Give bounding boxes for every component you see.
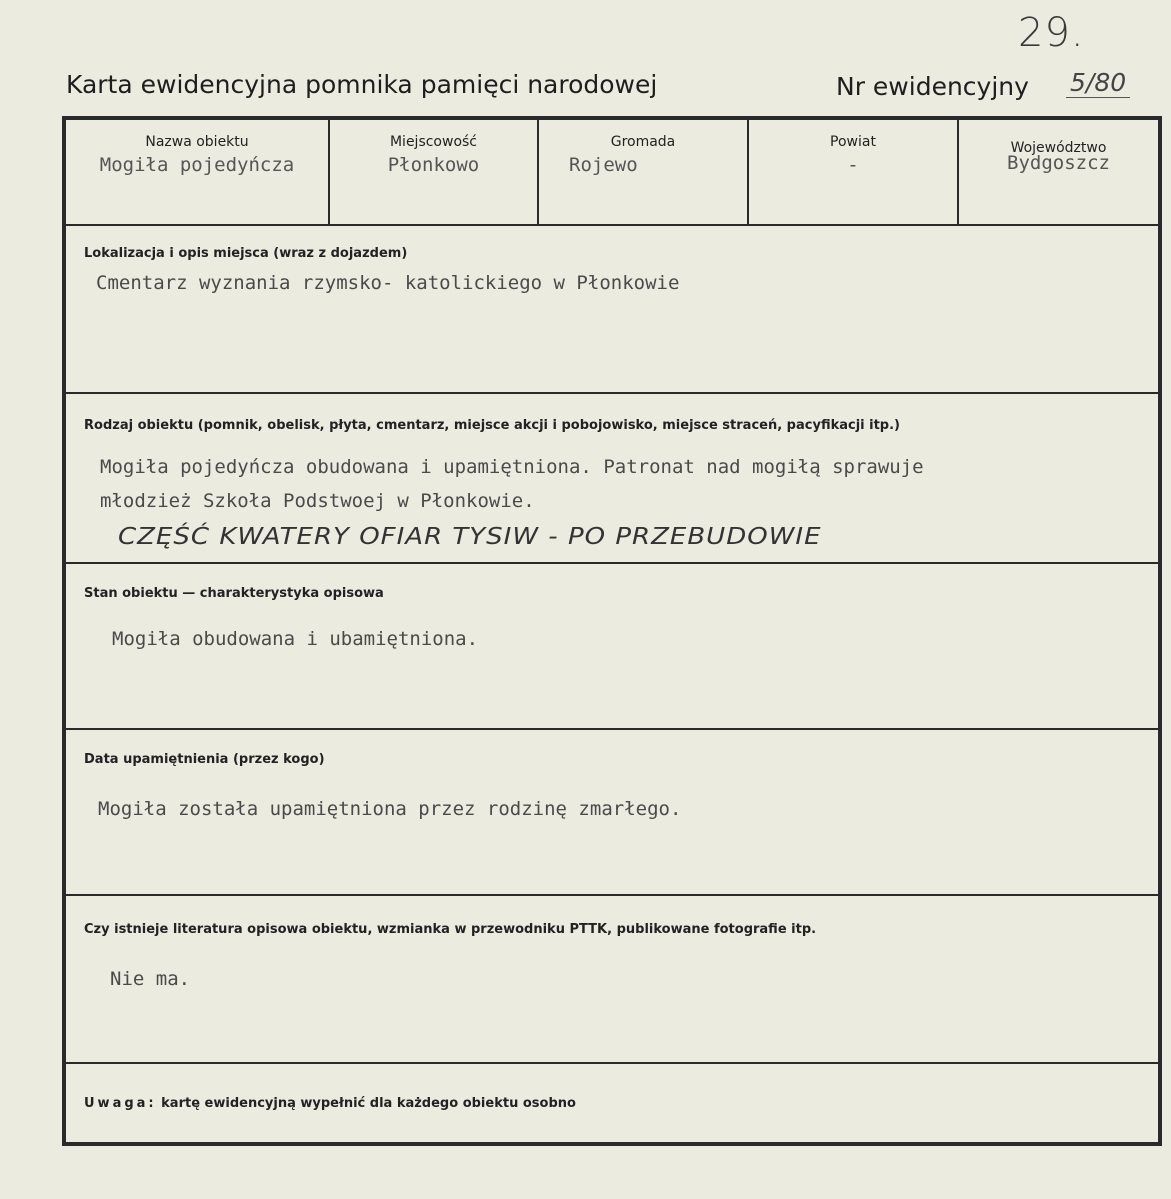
handwritten-note: CZĘŚĆ KWATERY OFIAR TYSIW - PO PRZEBUDOWIE: [118, 523, 822, 551]
location-label: Lokalizacja i opis miejsca (wraz z dojazdem): [84, 246, 408, 261]
card-title: Karta ewidencyjna pomnika pamięci narodowej: [66, 70, 658, 99]
note-section: [66, 1064, 1158, 1146]
location-text: Cmentarz wyznania rzymsko- katolickiego w Płonkowie: [96, 272, 680, 294]
record-card: [62, 116, 1162, 1146]
object-type-line-2: młodzież Szkoła Podstwoej w Płonkowie.: [100, 490, 535, 512]
object-type-line-1: Mogiła pojedyńcza obudowana i upamiętniona. Patronat nad mogiłą sprawuje: [100, 456, 924, 478]
condition-section: [66, 564, 1158, 730]
commemoration-date-label: Data upamiętnienia (przez kogo): [84, 752, 325, 767]
registry-number-label: Nr ewidencyjny: [836, 72, 1029, 101]
district-value: -: [847, 154, 859, 176]
commune-label: Gromada: [610, 134, 676, 150]
voivodeship-cell: [959, 120, 1158, 224]
condition-label: Stan obiektu — charakterystyka opisowa: [84, 586, 384, 601]
locality-value: Płonkowo: [387, 154, 480, 176]
literature-section: [66, 896, 1158, 1064]
note-prefix: Uwaga:: [84, 1096, 157, 1111]
condition-text: Mogiła obudowana i ubamiętniona.: [112, 628, 479, 650]
commemoration-date-text: Mogiła została upamiętniona przez rodzinę zmarłego.: [98, 798, 682, 820]
object-name-value: Mogiła pojedyńcza: [99, 154, 295, 176]
object-name-label: Nazwa obiektu: [145, 134, 249, 150]
card-header: [66, 66, 1166, 110]
page-number: 29.: [1018, 10, 1085, 56]
literature-text: Nie ma.: [110, 968, 191, 990]
locality-cell: [330, 120, 539, 224]
voivodeship-value: Bydgoszcz: [1007, 152, 1110, 174]
literature-label: Czy istnieje literatura opisowa obiektu, wzmianka w przewodniku PTTK, publikowane fotografie itp.: [84, 922, 817, 937]
location-section: [66, 224, 1158, 394]
top-fields-row: [66, 120, 1158, 226]
note-text: kartę ewidencyjną wypełnić dla każdego obiektu osobno: [161, 1096, 576, 1111]
commemoration-date-section: [66, 730, 1158, 896]
note-label: [84, 1096, 576, 1111]
district-cell: [749, 120, 959, 224]
object-name-cell: [66, 120, 330, 224]
locality-label: Miejscowość: [389, 134, 478, 150]
commune-cell: [539, 120, 749, 224]
voivodeship-label: Województwo: [1010, 140, 1107, 156]
object-type-label: Rodzaj obiektu (pomnik, obelisk, płyta, cmentarz, miejsce akcji i pobojowisko, miejsce straceń, pacyfikacji itp.): [84, 418, 900, 433]
object-type-section: [66, 394, 1158, 564]
district-label: Powiat: [830, 134, 876, 150]
commune-value: Rojewo: [569, 154, 638, 176]
registry-number-value: 5/80: [1066, 68, 1130, 98]
